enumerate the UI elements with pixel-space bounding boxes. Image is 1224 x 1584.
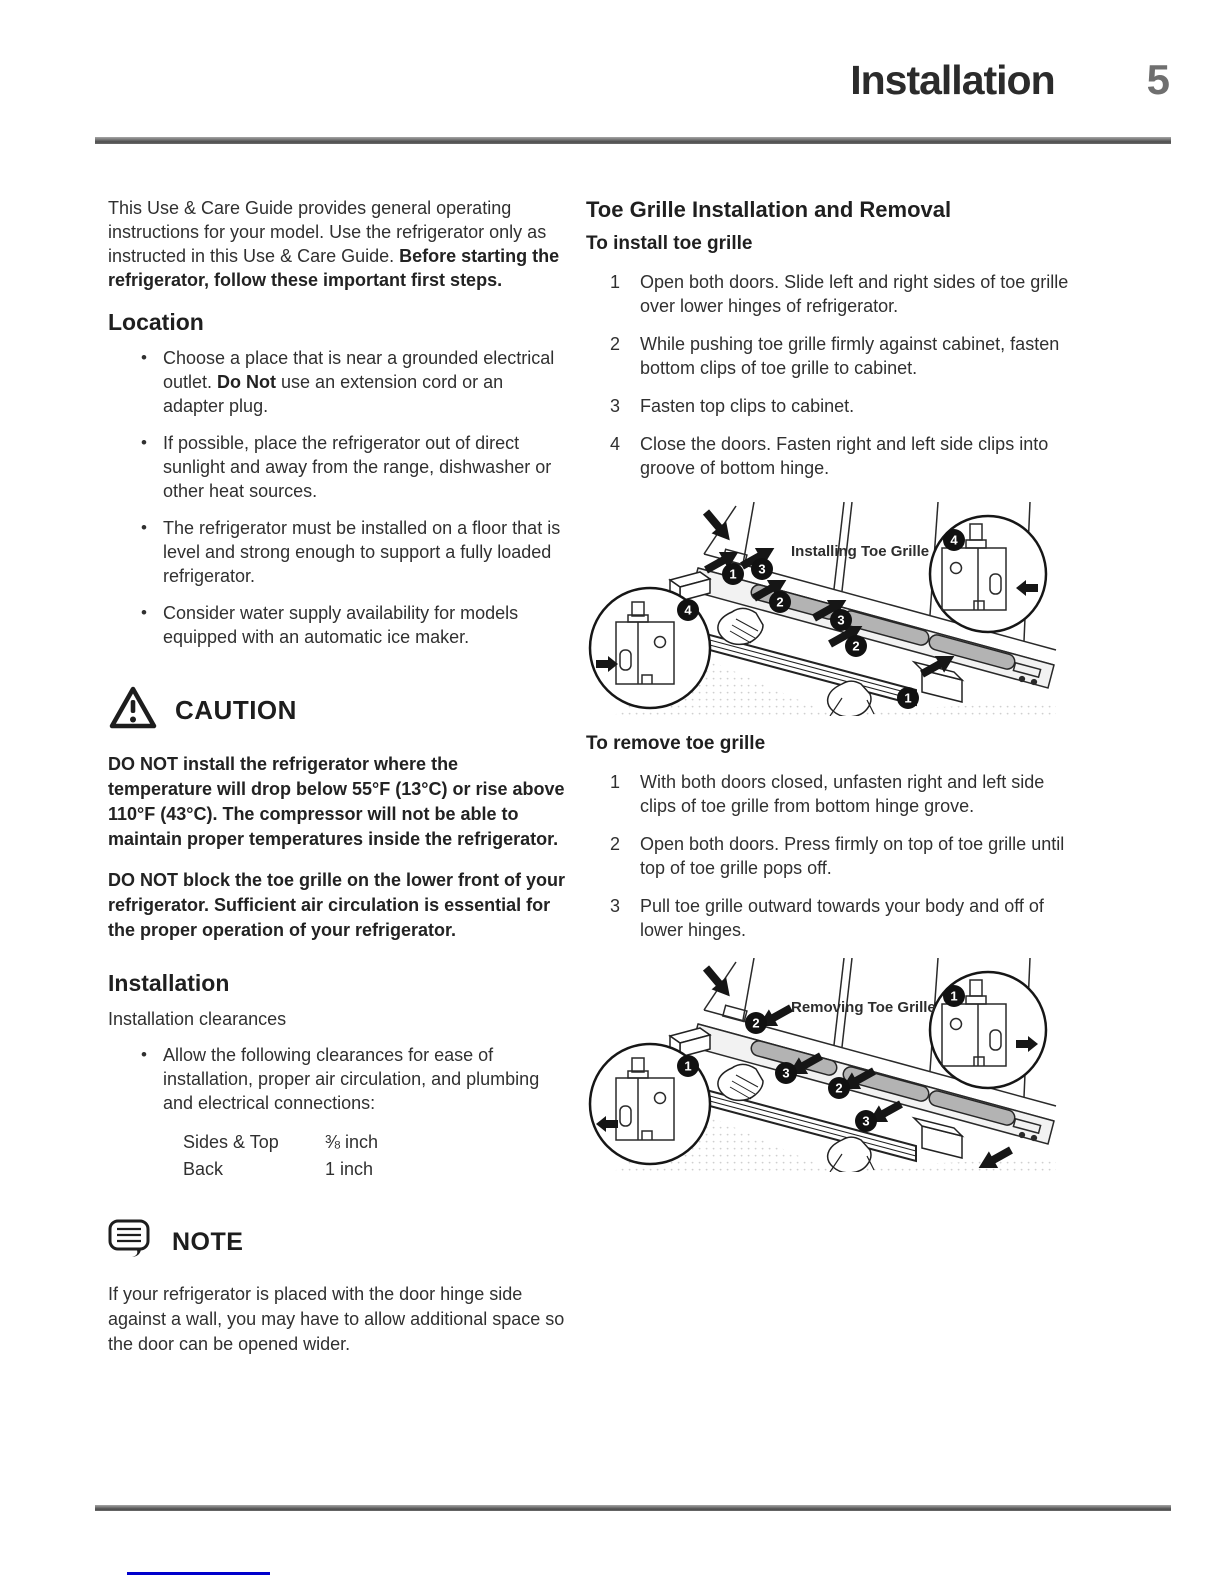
figure-caption: Removing Toe Grille xyxy=(791,999,936,1016)
list-item xyxy=(586,394,1078,418)
table-row xyxy=(183,1156,566,1183)
callout-right xyxy=(930,972,1046,1088)
caution-label: CAUTION xyxy=(175,695,297,725)
page-number: 5 xyxy=(1146,56,1170,103)
intro-normal: This Use & Care Guide provides general operating instructions for your model. Use the refrigerator only as instructed in this Use & Care Guide. xyxy=(108,198,547,266)
bullet-text: If possible, place the refrigerator out of direct sunlight and away from the range, dishwasher or other heat sources. xyxy=(163,433,552,501)
callout-badge: 4 xyxy=(950,532,958,548)
list-item xyxy=(586,894,1078,942)
clearance-label: Back xyxy=(183,1159,224,1179)
step-number: 2 xyxy=(610,334,621,354)
list-item xyxy=(586,832,1078,880)
step-text: With both doors closed, unfasten right and left side clips of toe grille from bottom hinge grove. xyxy=(640,772,1045,816)
step-text: Open both doors. Press firmly on top of toe grille until top of toe grille pops off. xyxy=(640,834,1065,878)
list-item xyxy=(108,346,566,418)
clearance-label: Sides & Top xyxy=(183,1132,279,1152)
warning-triangle-icon xyxy=(108,685,158,736)
bullet-bold: Do Not xyxy=(217,372,277,392)
svg-text:2: 2 xyxy=(752,1015,760,1031)
page-title: Installation xyxy=(850,57,1055,103)
callout-badge: 1 xyxy=(950,988,958,1004)
footer-rule xyxy=(95,1505,1171,1511)
note-header xyxy=(108,1219,566,1266)
step-text: Fasten top clips to cabinet. xyxy=(640,396,855,416)
figure-caption: Installing Toe Grille xyxy=(791,543,930,560)
note-bubble-icon xyxy=(108,1219,152,1266)
callout-badge: 1 xyxy=(684,1058,692,1074)
svg-text:3: 3 xyxy=(782,1065,790,1081)
step-text: Close the doors. Fasten right and left side clips into groove of bottom hinge. xyxy=(640,434,1049,478)
step-number: 3 xyxy=(610,396,621,416)
callout-left xyxy=(590,1044,710,1164)
svg-text:1: 1 xyxy=(729,566,737,582)
note-paragraph: If your refrigerator is placed with the door hinge side against a wall, you may have to allow additional space so the door can be opened wider. xyxy=(108,1284,565,1354)
svg-text:3: 3 xyxy=(862,1113,870,1129)
step-number: 1 xyxy=(610,772,621,792)
installation-subheading: Installation clearances xyxy=(108,1009,287,1029)
intro-paragraph xyxy=(108,196,566,292)
bullet-text: The refrigerator must be installed on a floor that is level and strong enough to support a fully loaded refrigerator. xyxy=(163,518,561,586)
bullet-text: Consider water supply availability for models equipped with an automatic ice maker. xyxy=(163,603,519,647)
clearance-value: ⅜ inch xyxy=(325,1132,379,1152)
right-column xyxy=(586,196,1078,1357)
table-row xyxy=(183,1129,566,1156)
bullet-text: Choose a place that is near a grounded electrical outlet. xyxy=(163,348,555,392)
caution-paragraph: DO NOT install the refrigerator where the temperature will drop below 55°F (13°C) or rise above 110°F (43°C). The compressor will not be able to maintain proper temperatures inside the refrigerator. xyxy=(108,754,565,849)
list-item xyxy=(108,1043,566,1115)
svg-text:2: 2 xyxy=(776,594,784,610)
list-item xyxy=(586,270,1078,318)
bullet-icon: • xyxy=(141,1045,147,1064)
bullet-icon: • xyxy=(141,433,147,452)
list-item xyxy=(108,516,566,588)
list-item xyxy=(108,601,566,649)
svg-text:1: 1 xyxy=(904,690,912,706)
page-content xyxy=(108,196,1078,1357)
install-subheading: To install toe grille xyxy=(586,233,753,254)
note-label: NOTE xyxy=(172,1228,244,1256)
clearance-table xyxy=(183,1129,566,1183)
step-text: While pushing toe grille firmly against cabinet, fasten bottom clips of toe grille to cabinet. xyxy=(640,334,1060,378)
intro-bold: Before starting the refrigerator, follow these important first steps. xyxy=(108,246,560,290)
list-item xyxy=(586,332,1078,380)
toe-grille-heading: Toe Grille Installation and Removal xyxy=(586,197,952,222)
svg-text:2: 2 xyxy=(852,638,860,654)
bullet-icon: • xyxy=(141,518,147,537)
step-number: 3 xyxy=(610,896,621,916)
list-item xyxy=(586,770,1078,818)
svg-text:3: 3 xyxy=(837,612,845,628)
step-text: Open both doors. Slide left and right sides of toe grille over lower hinges of refrigerator. xyxy=(640,272,1069,316)
link-underline-mark xyxy=(127,1572,270,1575)
location-heading: Location xyxy=(108,309,204,335)
caution-paragraph: DO NOT block the toe grille on the lower front of your refrigerator. Sufficient air circulation is essential for the proper operation of your refrigerator. xyxy=(108,870,566,940)
figure-installing-toe-grille xyxy=(586,502,1070,716)
page-header xyxy=(850,56,1170,104)
list-item xyxy=(586,432,1078,480)
step-text: Pull toe grille outward towards your body and off of lower hinges. xyxy=(640,896,1044,940)
callout-right xyxy=(930,516,1046,632)
svg-text:3: 3 xyxy=(758,561,766,577)
step-number: 1 xyxy=(610,272,621,292)
figure-removing-toe-grille xyxy=(586,958,1070,1172)
bullet-text: use an extension cord or an adapter plug. xyxy=(163,372,504,416)
remove-subheading: To remove toe grille xyxy=(586,733,766,754)
step-number: 2 xyxy=(610,834,621,854)
svg-text:2: 2 xyxy=(835,1080,843,1096)
step-number: 4 xyxy=(610,434,621,454)
list-item xyxy=(108,431,566,503)
caution-header xyxy=(108,685,566,736)
bullet-text: Allow the following clearances for ease of installation, proper air circulation, and plumbing and electrical connections: xyxy=(163,1045,540,1113)
installation-heading: Installation xyxy=(108,970,230,996)
bullet-icon: • xyxy=(141,348,147,367)
header-rule xyxy=(95,137,1171,144)
callout-badge: 4 xyxy=(684,602,692,618)
clearance-value: 1 inch xyxy=(325,1159,374,1179)
bullet-icon: • xyxy=(141,603,147,622)
left-column xyxy=(108,196,566,1357)
callout-left xyxy=(590,588,710,708)
